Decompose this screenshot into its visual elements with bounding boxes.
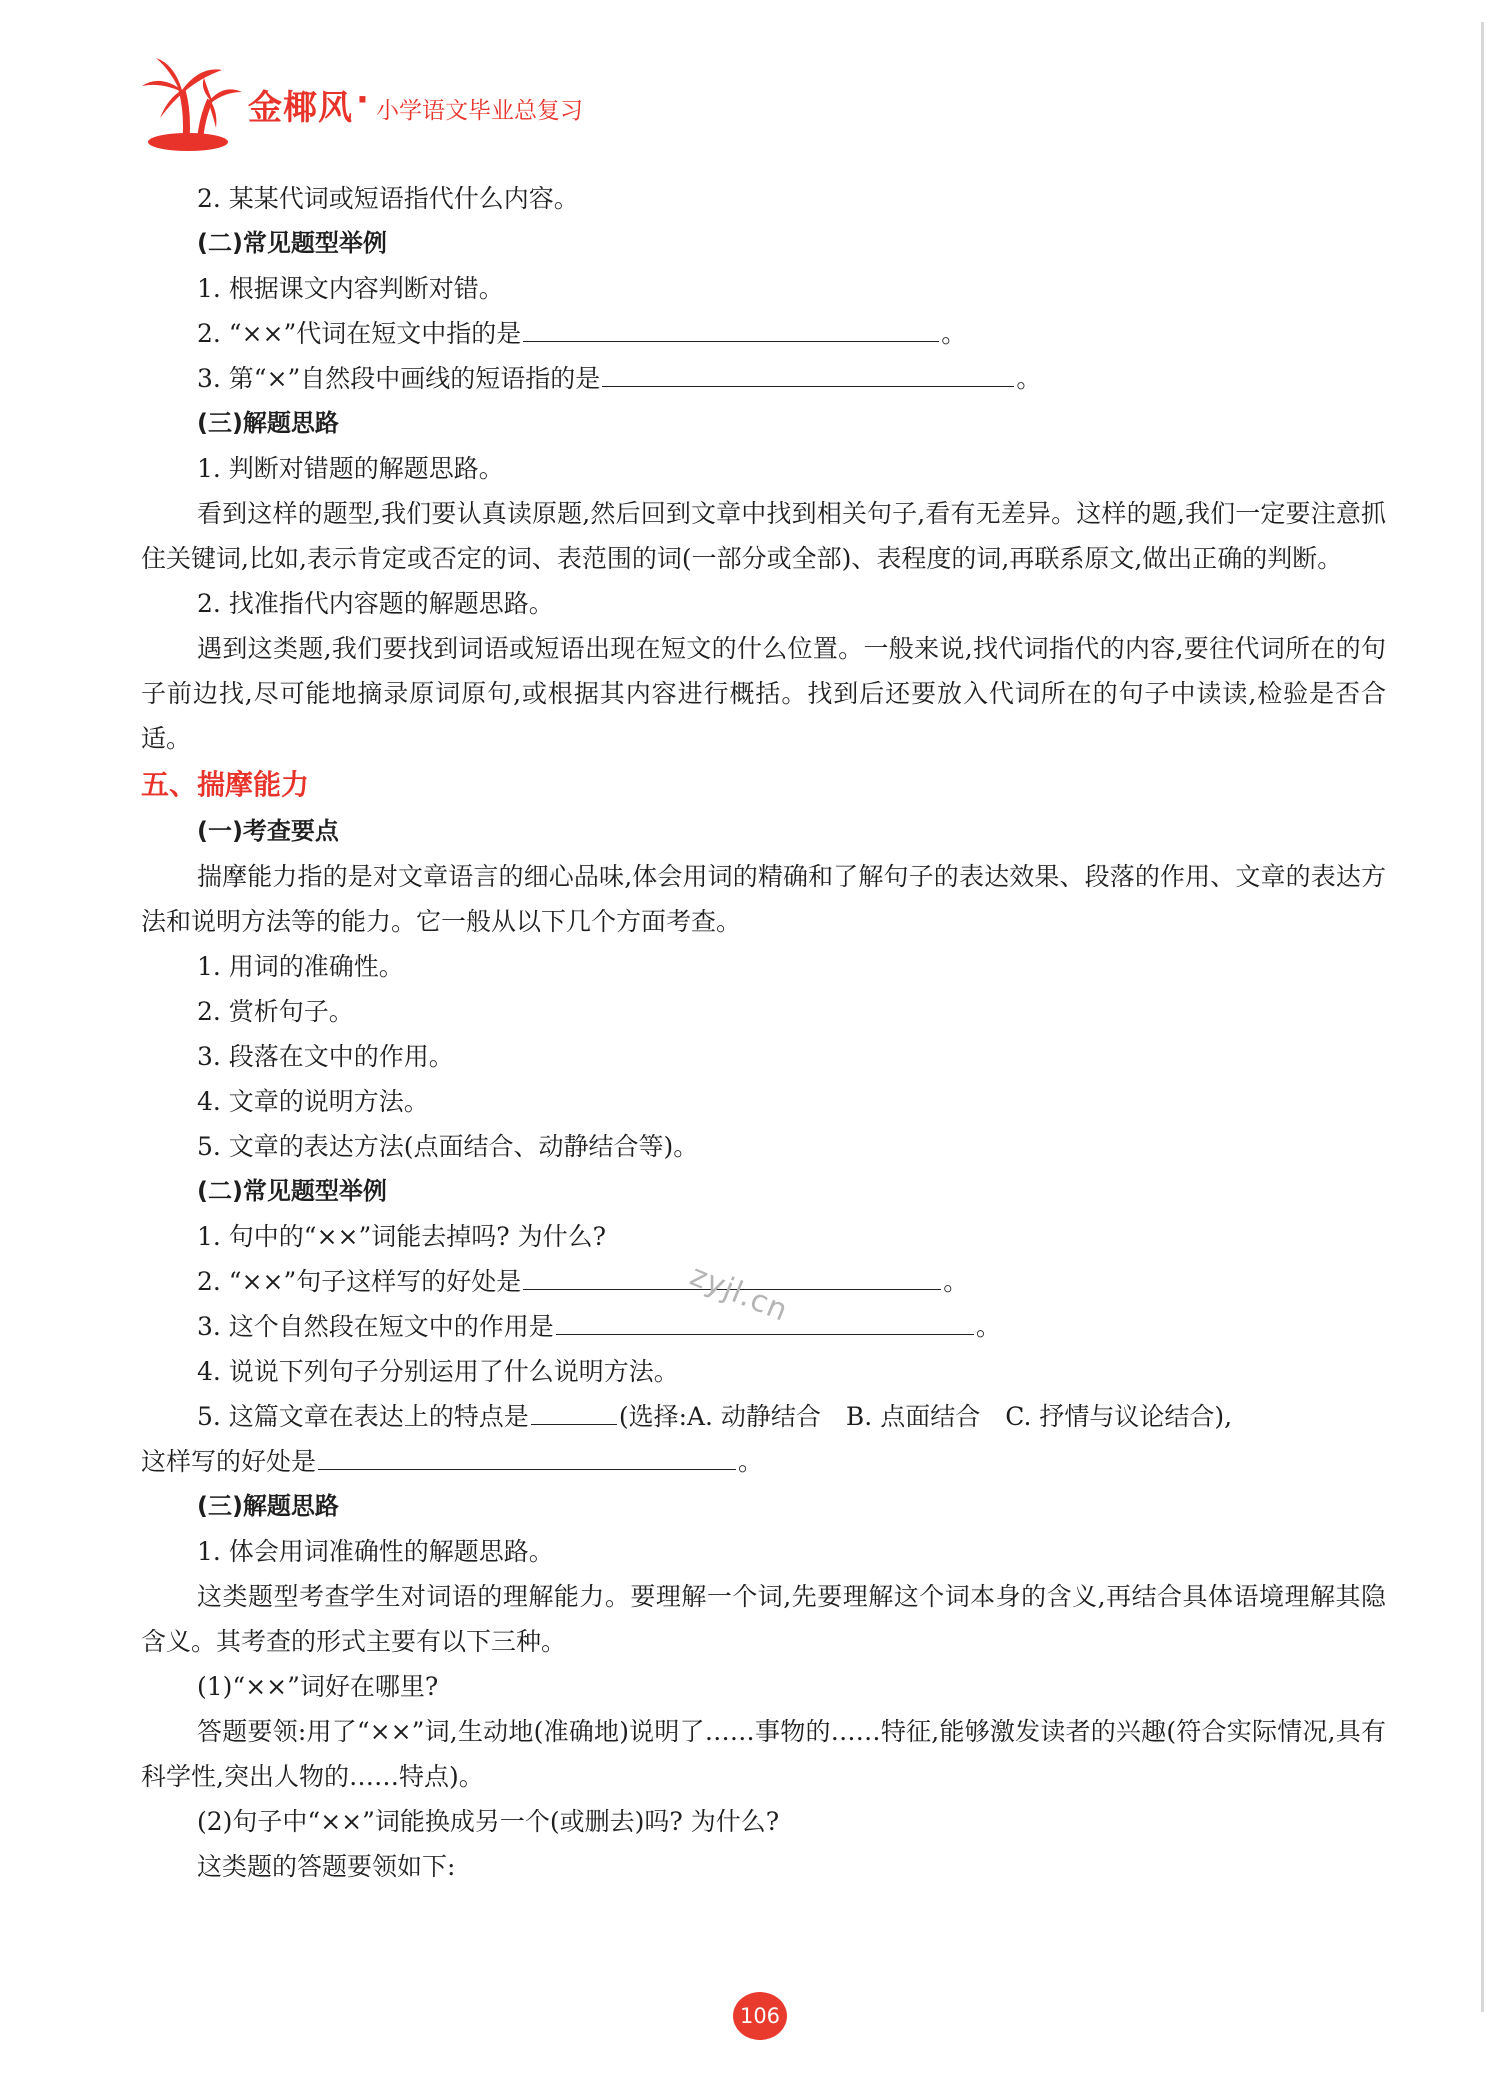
paragraph: 答题要领:用了“××”词,生动地(准确地)说明了……事物的……特征,能够激发读者的兴趣(符合实际情况,具有科学性,突出人物的……特点)。 [141,1717,1386,1791]
list-item: 1. 判断对错题的解题思路。 [197,454,504,483]
page-edge-line [1481,22,1484,2012]
brand-dot: · [356,80,369,120]
list-item: 4. 说说下列句子分别运用了什么说明方法。 [197,1357,679,1386]
answer-blank[interactable] [602,356,1014,387]
page-number: 106 [733,1992,787,2040]
answer-blank[interactable] [531,1394,617,1425]
subheading: (二)常见题型举例 [197,1177,387,1205]
list-item: 这类题的答题要领如下: [197,1852,456,1881]
page-header [138,52,838,152]
subheading: (三)解题思路 [197,409,339,437]
list-item: (1)“××”词好在哪里? [197,1672,439,1701]
paragraph: 这类题型考查学生对词语的理解能力。要理解一个词,先要理解这个词本身的含义,再结合具体语境理解其隐含义。其考查的形式主要有以下三种。 [141,1582,1386,1656]
list-item: 1. 体会用词准确性的解题思路。 [197,1537,554,1566]
list-item: 3. 段落在文中的作用。 [197,1042,454,1071]
question-line [141,311,1386,356]
question-text: 这样写的好处是 [141,1447,317,1476]
subheading: (二)常见题型举例 [197,229,387,257]
list-item: 5. 文章的表达方法(点面结合、动静结合等)。 [197,1132,699,1161]
question-text: 3. 这个自然段在短文中的作用是 [197,1312,554,1341]
paragraph: 遇到这类题,我们要找到词语或短语出现在短文的什么位置。一般来说,找代词指代的内容,要往代词所在的句子前边找,尽可能地摘录原词原句,或根据其内容进行概括。找到后还要放入代词所在的句子中读读,检验是否合适。 [141,634,1386,753]
page-body [141,176,1386,1889]
paragraph: 看到这样的题型,我们要认真读原题,然后回到文章中找到相关句子,看有无差异。这样的题,我们一定要注意抓住关键词,比如,表示肯定或否定的词、表范围的词(一部分或全部)、表程度的词,再联系原文,做出正确的判断。 [141,499,1386,573]
list-item: 1. 根据课文内容判断对错。 [197,274,504,303]
book-subtitle: 小学语文毕业总复习 [376,98,583,124]
list-item: 2. 某某代词或短语指代什么内容。 [197,184,579,213]
question-end: 。 [738,1447,764,1476]
question-end: 。 [943,1267,969,1296]
question-end: 。 [975,1312,1001,1341]
section-heading: 五、揣摩能力 [141,768,310,801]
question-options: (选择:A. 动静结合 B. 点面结合 C. 抒情与议论结合), [618,1402,1233,1431]
watermark: zyjl.cn [685,1258,794,1329]
question-line [141,1439,1386,1484]
list-item: 2. 赏析句子。 [197,997,354,1026]
question-line [141,356,1386,401]
list-item: 1. 用词的准确性。 [197,952,404,981]
question-text: 2. “××”代词在短文中指的是 [197,319,522,348]
list-item: 4. 文章的说明方法。 [197,1087,429,1116]
question-end: 。 [941,319,967,348]
paragraph: 揣摩能力指的是对文章语言的细心品味,体会用词的精确和了解句子的表达效果、段落的作用、文章的表达方法和说明方法等的能力。它一般从以下几个方面考查。 [141,862,1386,936]
answer-blank[interactable] [523,311,939,342]
list-item: 1. 句中的“××”词能去掉吗? 为什么? [197,1222,607,1251]
question-line [141,1394,1386,1439]
subheading: (三)解题思路 [197,1492,339,1520]
question-text: 5. 这篇文章在表达上的特点是 [197,1402,529,1431]
question-text: 3. 第“×”自然段中画线的短语指的是 [197,364,601,393]
answer-blank[interactable] [318,1439,736,1470]
palm-island-logo-icon [138,52,250,152]
question-end: 。 [1016,364,1042,393]
list-item: (2)句子中“××”词能换成另一个(或删去)吗? 为什么? [197,1807,780,1836]
brand-title: 金椰风 [248,88,353,128]
question-text: 2. “××”句子这样写的好处是 [197,1267,522,1296]
subheading: (一)考查要点 [197,817,339,845]
list-item: 2. 找准指代内容题的解题思路。 [197,589,554,618]
